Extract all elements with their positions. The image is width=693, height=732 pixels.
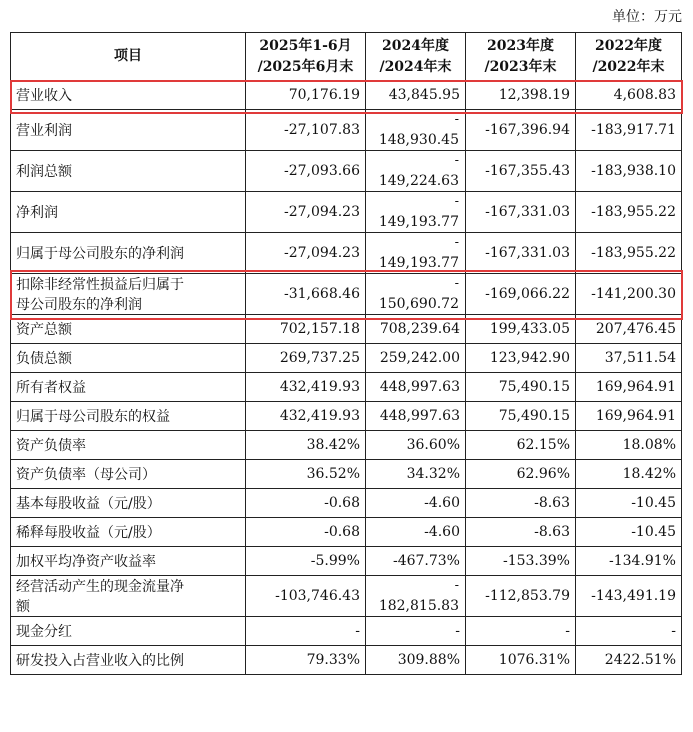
- row-label: 利润总额: [11, 151, 246, 192]
- cell-value: 62.96%: [466, 460, 576, 489]
- table-row: [11, 81, 682, 110]
- cell-value: -183,917.71: [576, 110, 682, 151]
- row-label: 归属于母公司股东的净利润: [11, 233, 246, 274]
- cell-value: -467.73%: [366, 547, 466, 576]
- cell-value: -183,955.22: [576, 233, 682, 274]
- cell-value: 43,845.95: [366, 81, 466, 110]
- row-label: 资产负债率（母公司）: [11, 460, 246, 489]
- cell-value: -8.63: [466, 489, 576, 518]
- cell-value: -141,200.30: [576, 274, 682, 315]
- cell-value: - 150,690.72: [366, 274, 466, 315]
- cell-value: 38.42%: [246, 431, 366, 460]
- header-2024: 2024年度 /2024年末: [366, 33, 466, 81]
- table-row: [11, 233, 682, 274]
- financial-data-table: [10, 32, 682, 675]
- row-label: 营业利润: [11, 110, 246, 151]
- table-row: [11, 617, 682, 646]
- cell-value: -153.39%: [466, 547, 576, 576]
- table-row: [11, 431, 682, 460]
- row-label: 稀释每股收益（元/股）: [11, 518, 246, 547]
- row-label: 资产总额: [11, 315, 246, 344]
- table-row: [11, 274, 682, 315]
- cell-value: 18.08%: [576, 431, 682, 460]
- unit-label: 单位：万元: [612, 9, 682, 25]
- cell-value: 309.88%: [366, 646, 466, 675]
- cell-value: -10.45: [576, 518, 682, 547]
- cell-value: -0.68: [246, 518, 366, 547]
- row-label: 加权平均净资产收益率: [11, 547, 246, 576]
- cell-value: -4.60: [366, 489, 466, 518]
- row-label: 归属于母公司股东的权益: [11, 402, 246, 431]
- cell-value: 75,490.15: [466, 373, 576, 402]
- cell-value: -10.45: [576, 489, 682, 518]
- cell-value: -: [576, 617, 682, 646]
- minus-sign: -: [454, 153, 459, 168]
- cell-value: 123,942.90: [466, 344, 576, 373]
- cell-value: 70,176.19: [246, 81, 366, 110]
- row-label: 研发投入占营业收入的比例: [11, 646, 246, 675]
- row-label: 所有者权益: [11, 373, 246, 402]
- cell-value: 259,242.00: [366, 344, 466, 373]
- cell-value: -167,331.03: [466, 192, 576, 233]
- cell-value: -167,331.03: [466, 233, 576, 274]
- cell-value: -31,668.46: [246, 274, 366, 315]
- cell-value: 448,997.63: [366, 402, 466, 431]
- cell-value: -5.99%: [246, 547, 366, 576]
- cell-value: -143,491.19: [576, 576, 682, 617]
- cell-value: - 148,930.45: [366, 110, 466, 151]
- row-label: 现金分红: [11, 617, 246, 646]
- row-label: 基本每股收益（元/股）: [11, 489, 246, 518]
- cell-value: -4.60: [366, 518, 466, 547]
- cell-value: -27,094.23: [246, 233, 366, 274]
- cell-value: 199,433.05: [466, 315, 576, 344]
- cell-value: -27,093.66: [246, 151, 366, 192]
- cell-value: -27,094.23: [246, 192, 366, 233]
- cell-value: -: [366, 617, 466, 646]
- cell-value: 432,419.93: [246, 373, 366, 402]
- cell-value: 2422.51%: [576, 646, 682, 675]
- cell-value: -: [466, 617, 576, 646]
- row-label: 经营活动产生的现金流量净 额: [11, 576, 246, 617]
- cell-value: 269,737.25: [246, 344, 366, 373]
- cell-value: 75,490.15: [466, 402, 576, 431]
- table-row: [11, 344, 682, 373]
- cell-value: 37,511.54: [576, 344, 682, 373]
- table-row: [11, 110, 682, 151]
- cell-value: - 149,193.77: [366, 233, 466, 274]
- table-row: [11, 373, 682, 402]
- cell-value: 36.52%: [246, 460, 366, 489]
- cell-value: -0.68: [246, 489, 366, 518]
- table-row: [11, 547, 682, 576]
- cell-value: -134.91%: [576, 547, 682, 576]
- cell-value: 448,997.63: [366, 373, 466, 402]
- row-label: 扣除非经常性损益后归属于 母公司股东的净利润: [11, 274, 246, 315]
- row-label: 净利润: [11, 192, 246, 233]
- cell-value: 34.32%: [366, 460, 466, 489]
- table-row: [11, 576, 682, 617]
- row-label: 营业收入: [11, 81, 246, 110]
- cell-value: 169,964.91: [576, 402, 682, 431]
- table-row: [11, 402, 682, 431]
- cell-value: 12,398.19: [466, 81, 576, 110]
- cell-value: 702,157.18: [246, 315, 366, 344]
- cell-value: - 149,193.77: [366, 192, 466, 233]
- row-label: 资产负债率: [11, 431, 246, 460]
- cell-value: -183,955.22: [576, 192, 682, 233]
- header-row: [11, 33, 682, 81]
- minus-sign: -: [454, 194, 459, 209]
- minus-sign: -: [454, 276, 459, 291]
- header-item: 项目: [11, 33, 246, 81]
- cell-value: 708,239.64: [366, 315, 466, 344]
- cell-value: - 149,224.63: [366, 151, 466, 192]
- minus-sign: -: [454, 112, 459, 127]
- table-row: [11, 192, 682, 233]
- header-2023: 2023年度 /2023年末: [466, 33, 576, 81]
- cell-value: -167,355.43: [466, 151, 576, 192]
- table-row: [11, 460, 682, 489]
- row-label: 负债总额: [11, 344, 246, 373]
- cell-value: -183,938.10: [576, 151, 682, 192]
- table-row: [11, 518, 682, 547]
- minus-sign: -: [454, 235, 459, 250]
- cell-value: - 182,815.83: [366, 576, 466, 617]
- cell-value: -167,396.94: [466, 110, 576, 151]
- cell-value: 62.15%: [466, 431, 576, 460]
- minus-sign: -: [454, 578, 459, 593]
- cell-value: 169,964.91: [576, 373, 682, 402]
- table-row: [11, 646, 682, 675]
- header-2022: 2022年度 /2022年末: [576, 33, 682, 81]
- cell-value: -27,107.83: [246, 110, 366, 151]
- table-row: [11, 151, 682, 192]
- cell-value: 207,476.45: [576, 315, 682, 344]
- cell-value: -112,853.79: [466, 576, 576, 617]
- cell-value: 36.60%: [366, 431, 466, 460]
- table-row: [11, 315, 682, 344]
- header-2025: 2025年1-6月 /2025年6月末: [246, 33, 366, 81]
- cell-value: 432,419.93: [246, 402, 366, 431]
- table-row: [11, 489, 682, 518]
- cell-value: 18.42%: [576, 460, 682, 489]
- cell-value: 4,608.83: [576, 81, 682, 110]
- cell-value: -169,066.22: [466, 274, 576, 315]
- cell-value: -8.63: [466, 518, 576, 547]
- cell-value: -: [246, 617, 366, 646]
- cell-value: 1076.31%: [466, 646, 576, 675]
- cell-value: -103,746.43: [246, 576, 366, 617]
- cell-value: 79.33%: [246, 646, 366, 675]
